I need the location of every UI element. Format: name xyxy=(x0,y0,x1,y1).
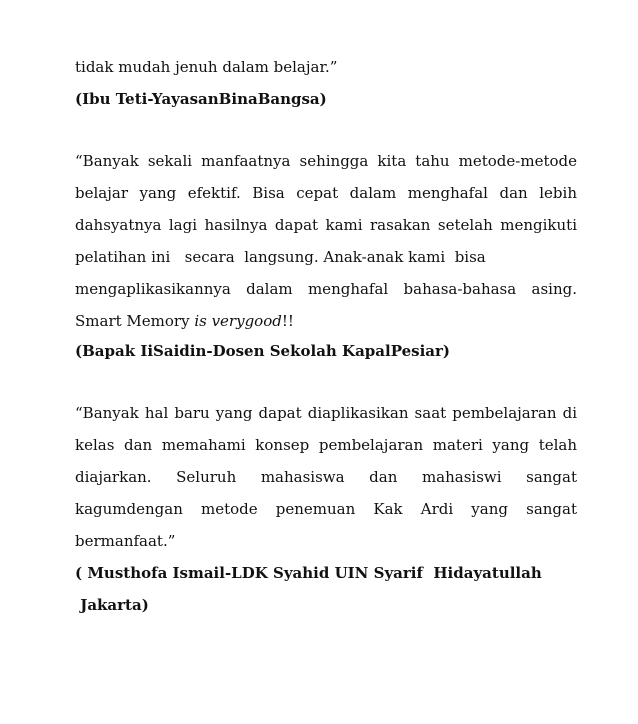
testimonial-3-line-2: kelas dan memahami konsep pembelajaran materi yang telah xyxy=(75,436,577,454)
testimonial-2-line-4: pelatihan ini secara langsung. Anak-anak kami bisa xyxy=(75,248,486,266)
testimonial-2-line-5: mengaplikasikannya dalam menghafal bahasa-bahasa asing. xyxy=(75,280,577,298)
testimonial-3-author-line-1: ( Musthofa Ismail-LDK Syahid UIN Syarif Hidayatullah xyxy=(75,564,542,582)
testimonial-3-author-line-2: Jakarta) xyxy=(75,596,149,614)
testimonial-2-line-6-italic: is verygood xyxy=(194,312,282,330)
testimonial-3-line-5: bermanfaat.” xyxy=(75,532,176,550)
testimonial-2-line-3: dahsyatnya lagi hasilnya dapat kami rasakan setelah mengikuti xyxy=(75,216,577,234)
testimonial-1-author: (Ibu Teti-YayasanBinaBangsa) xyxy=(75,90,327,108)
testimonial-1-line-1: tidak mudah jenuh dalam belajar.” xyxy=(75,58,338,76)
testimonial-2-author: (Bapak IiSaidin-Dosen Sekolah KapalPesiar) xyxy=(75,342,450,360)
testimonial-3-line-4: kagumdengan metode penemuan Kak Ardi yang sangat xyxy=(75,500,577,518)
testimonial-2-line-1: “Banyak sekali manfaatnya sehingga kita tahu metode-metode xyxy=(75,152,577,170)
testimonial-2-line-6-prefix: Smart Memory xyxy=(75,312,195,330)
testimonial-2-line-6 xyxy=(75,311,577,331)
testimonial-2-line-6-suffix: !! xyxy=(281,312,294,330)
testimonial-3-line-3: diajarkan. Seluruh mahasiswa dan mahasiswi sangat xyxy=(75,468,577,486)
testimonial-3-line-1: “Banyak hal baru yang dapat diaplikasikan saat pembelajaran di xyxy=(75,404,577,422)
testimonial-2-line-2: belajar yang efektif. Bisa cepat dalam menghafal dan lebih xyxy=(75,184,577,202)
